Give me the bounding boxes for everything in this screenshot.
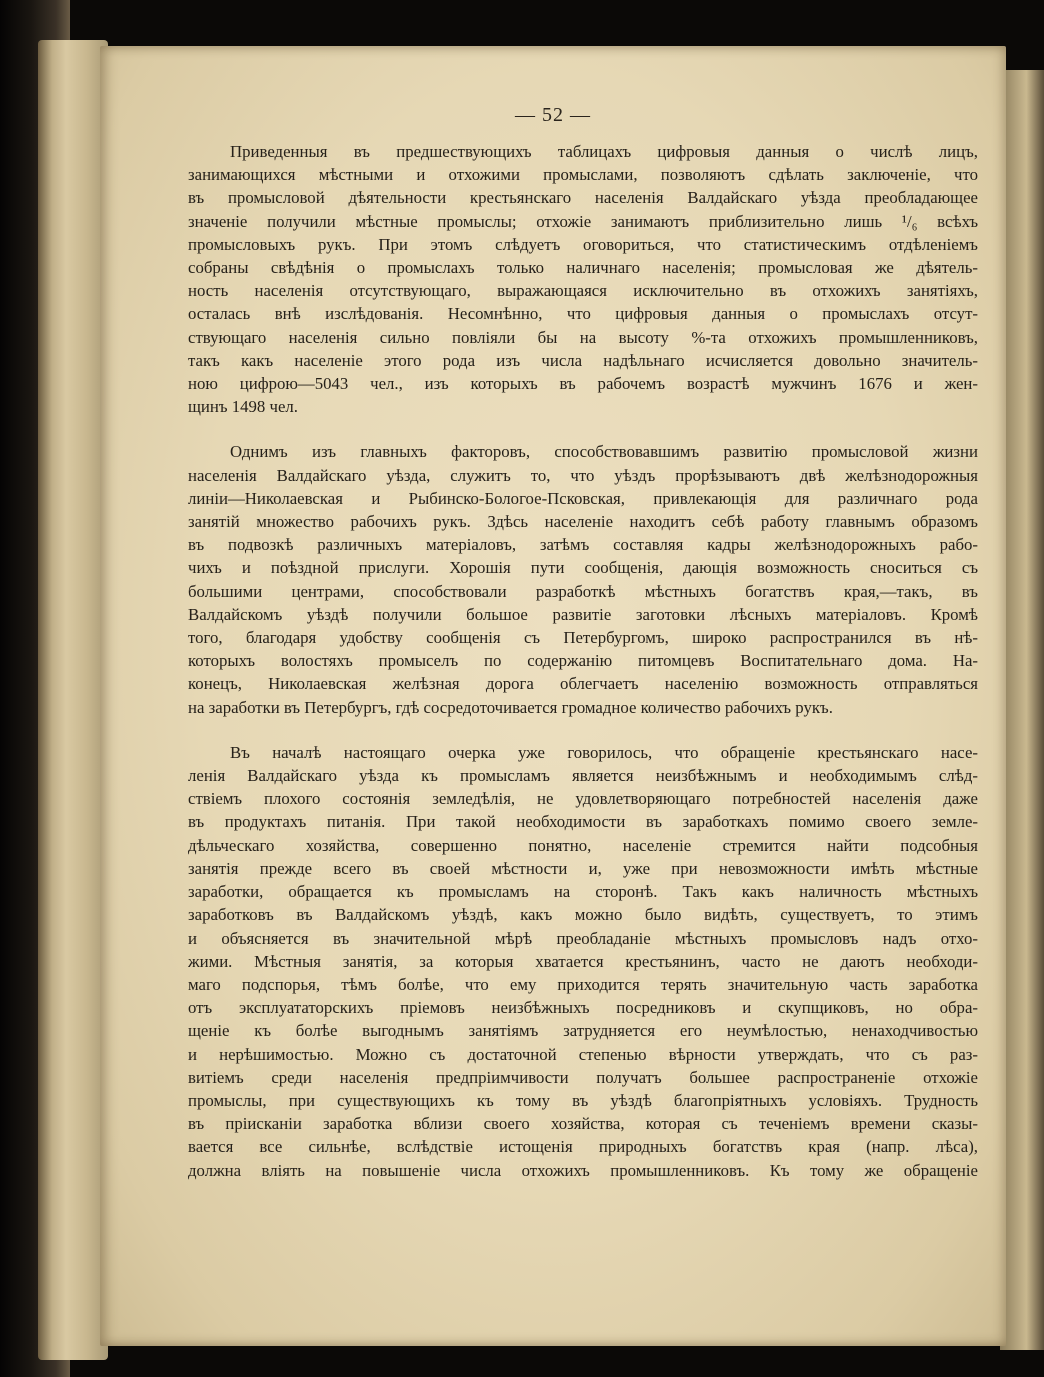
text-line: ствіемъ плохого состоянія земледѣлія, не удовлетворяющаго потребностей населенія даже — [188, 789, 978, 809]
text-line: промыслы, при существующихъ къ тому въ уѣздѣ благопріятныхъ условіяхъ. Трудность — [188, 1090, 978, 1110]
text-line: въ промысловой дѣятельности крестьянскаго населенія Валдайскаго уѣзда преобладающее — [188, 188, 978, 208]
text-line: маго подспорья, тѣмъ болѣе, что ему приходится терять значительную часть заработка — [188, 974, 978, 994]
text-line: большими центрами, способствовали разработкѣ мѣстныхъ богатствъ края,—такъ, въ — [188, 581, 978, 601]
text-line: собраны свѣдѣнія о промыслахъ только наличнаго населенія; промысловая же дѣятель- — [188, 258, 978, 278]
text-line: заработки, обращается къ промысламъ на сторонѣ. Такъ какъ наличность мѣстныхъ — [188, 882, 978, 902]
text-line: и объясняется въ значительной мѣрѣ преобладаніе мѣстныхъ промысловъ надъ отхо- — [188, 928, 978, 948]
paragraph — [188, 140, 978, 418]
text-line: отъ эксплуататорскихъ пріемовъ неизбѣжныхъ посредниковъ и скупщиковъ, но обра- — [188, 998, 978, 1018]
text-line: жими. Мѣстныя занятія, за которыя хватается крестьянинъ, часто не даютъ необходи- — [188, 951, 978, 971]
text-line: промысловыхъ рукъ. При этомъ слѣдуетъ оговориться, что статистическимъ отдѣленіемъ — [188, 234, 978, 254]
facing-page-edge — [1000, 70, 1044, 1350]
text-line: линіи—Николаевская и Рыбинско-Бологое-Псковская, привлекающія для различнаго рода — [188, 488, 978, 508]
text-line: занимающихся мѣстными и отхожими промыслами, позволяютъ сдѣлать заключеніе, что — [188, 165, 978, 185]
text-line: Валдайскомъ уѣздѣ получили большое развитіе заготовки лѣсныхъ матеріаловъ. Кромѣ — [188, 604, 978, 624]
text-line: ленія Валдайскаго уѣзда къ промысламъ является неизбѣжнымъ и необходимымъ слѣд- — [188, 766, 978, 786]
text-line: ною цифрою—5043 чел., изъ которыхъ въ рабочемъ возрастѣ мужчинъ 1676 и жен- — [188, 374, 978, 394]
text-line: на заработки въ Петербургъ, гдѣ сосредоточивается громадное количество рабочихъ рукъ. — [188, 697, 833, 717]
text-line: занятій множество рабочихъ рукъ. Здѣсь населеніе находитъ себѣ работу главнымъ образомъ — [188, 512, 978, 532]
text-line: щеніе къ болѣе выгоднымъ занятіямъ затрудняется его неумѣлостью, ненаходчивостью — [188, 1021, 978, 1041]
text-line: ность населенія отсутствующаго, выражающаяся исключительно въ отхожихъ занятіяхъ, — [188, 281, 978, 301]
text-line: чихъ и поѣздной прислуги. Хорошія пути сообщенія, дающія возможность сноситься съ — [188, 558, 978, 578]
book-page — [100, 46, 1006, 1346]
text-line: такъ какъ населеніе этого рода изъ числа надѣльнаго исчисляется довольно значитель- — [188, 350, 978, 370]
text-line: дѣльческаго хозяйства, совершенно понятно, населеніе стремится найти подсобныя — [188, 835, 978, 855]
page-number: — 52 — — [515, 104, 591, 126]
paragraph — [188, 440, 978, 718]
text-line: населенія Валдайскаго уѣзда, служитъ то, что уѣздъ прорѣзываютъ двѣ желѣзнодорожныя — [188, 465, 978, 485]
text-line: вается все сильнѣе, вслѣдствіе истощенія природныхъ богатствъ края (напр. лѣса), — [188, 1137, 978, 1157]
text-line: осталась внѣ изслѣдованія. Несомнѣнно, что цифровыя данныя о промыслахъ отсут- — [188, 304, 978, 324]
text-line: того, благодаря удобству сообщенія съ Петербургомъ, широко распространился въ нѣ- — [188, 628, 978, 648]
paragraph — [188, 741, 978, 1182]
text-line: конецъ, Николаевская желѣзная дорога облегчаетъ населенію возможность отправляться — [188, 674, 978, 694]
text-line: занятія прежде всего въ своей мѣстности и, уже при невозможности имѣть мѣстные — [188, 858, 978, 878]
text-line: Однимъ изъ главныхъ факторовъ, способствовавшимъ развитію промысловой жизни — [230, 442, 978, 462]
page-body-text — [188, 140, 978, 1204]
text-line: витіемъ среди населенія предпріимчивости получатъ большее распространеніе отхожіе — [188, 1067, 978, 1087]
text-line: ствующаго населенія сильно повліяли бы на высоту %-та отхожихъ промышленниковъ, — [188, 327, 978, 347]
book-spine-pages — [38, 40, 108, 1360]
text-line: въ пріисканіи заработка вблизи своего хозяйства, которая съ теченіемъ времени сказы- — [188, 1114, 978, 1134]
text-line: въ продуктахъ питанія. При такой необходимости въ заработкахъ помимо своего земле- — [188, 812, 978, 832]
text-line: щинъ 1498 чел. — [188, 397, 298, 417]
text-line: Приведенныя въ предшествующихъ таблицахъ цифровыя данныя о числѣ лицъ, — [230, 142, 978, 161]
text-line: значеніе получили мѣстные промыслы; отхожіе занимаютъ приблизительно лишь ¹/₆ всѣхъ — [188, 211, 978, 231]
text-line: Въ началѣ настоящаго очерка уже говорилось, что обращеніе крестьянскаго насе- — [230, 742, 978, 762]
text-line: и нерѣшимостью. Можно съ достаточной степенью вѣрности утверждать, что съ раз- — [188, 1044, 978, 1064]
text-line: заработковъ въ Валдайскомъ уѣздѣ, какъ можно было видѣть, существуетъ, то этимъ — [188, 905, 978, 925]
text-line: въ подвозкѣ различныхъ матеріаловъ, затѣмъ составляя кадры желѣзнодорожныхъ рабо- — [188, 535, 978, 555]
text-line: должна вліять на повышеніе числа отхожихъ промышленниковъ. Къ тому же обращеніе — [188, 1160, 978, 1180]
text-line: которыхъ волостяхъ промыселъ по содержанію питомцевъ Воспитательнаго дома. На- — [188, 651, 978, 671]
